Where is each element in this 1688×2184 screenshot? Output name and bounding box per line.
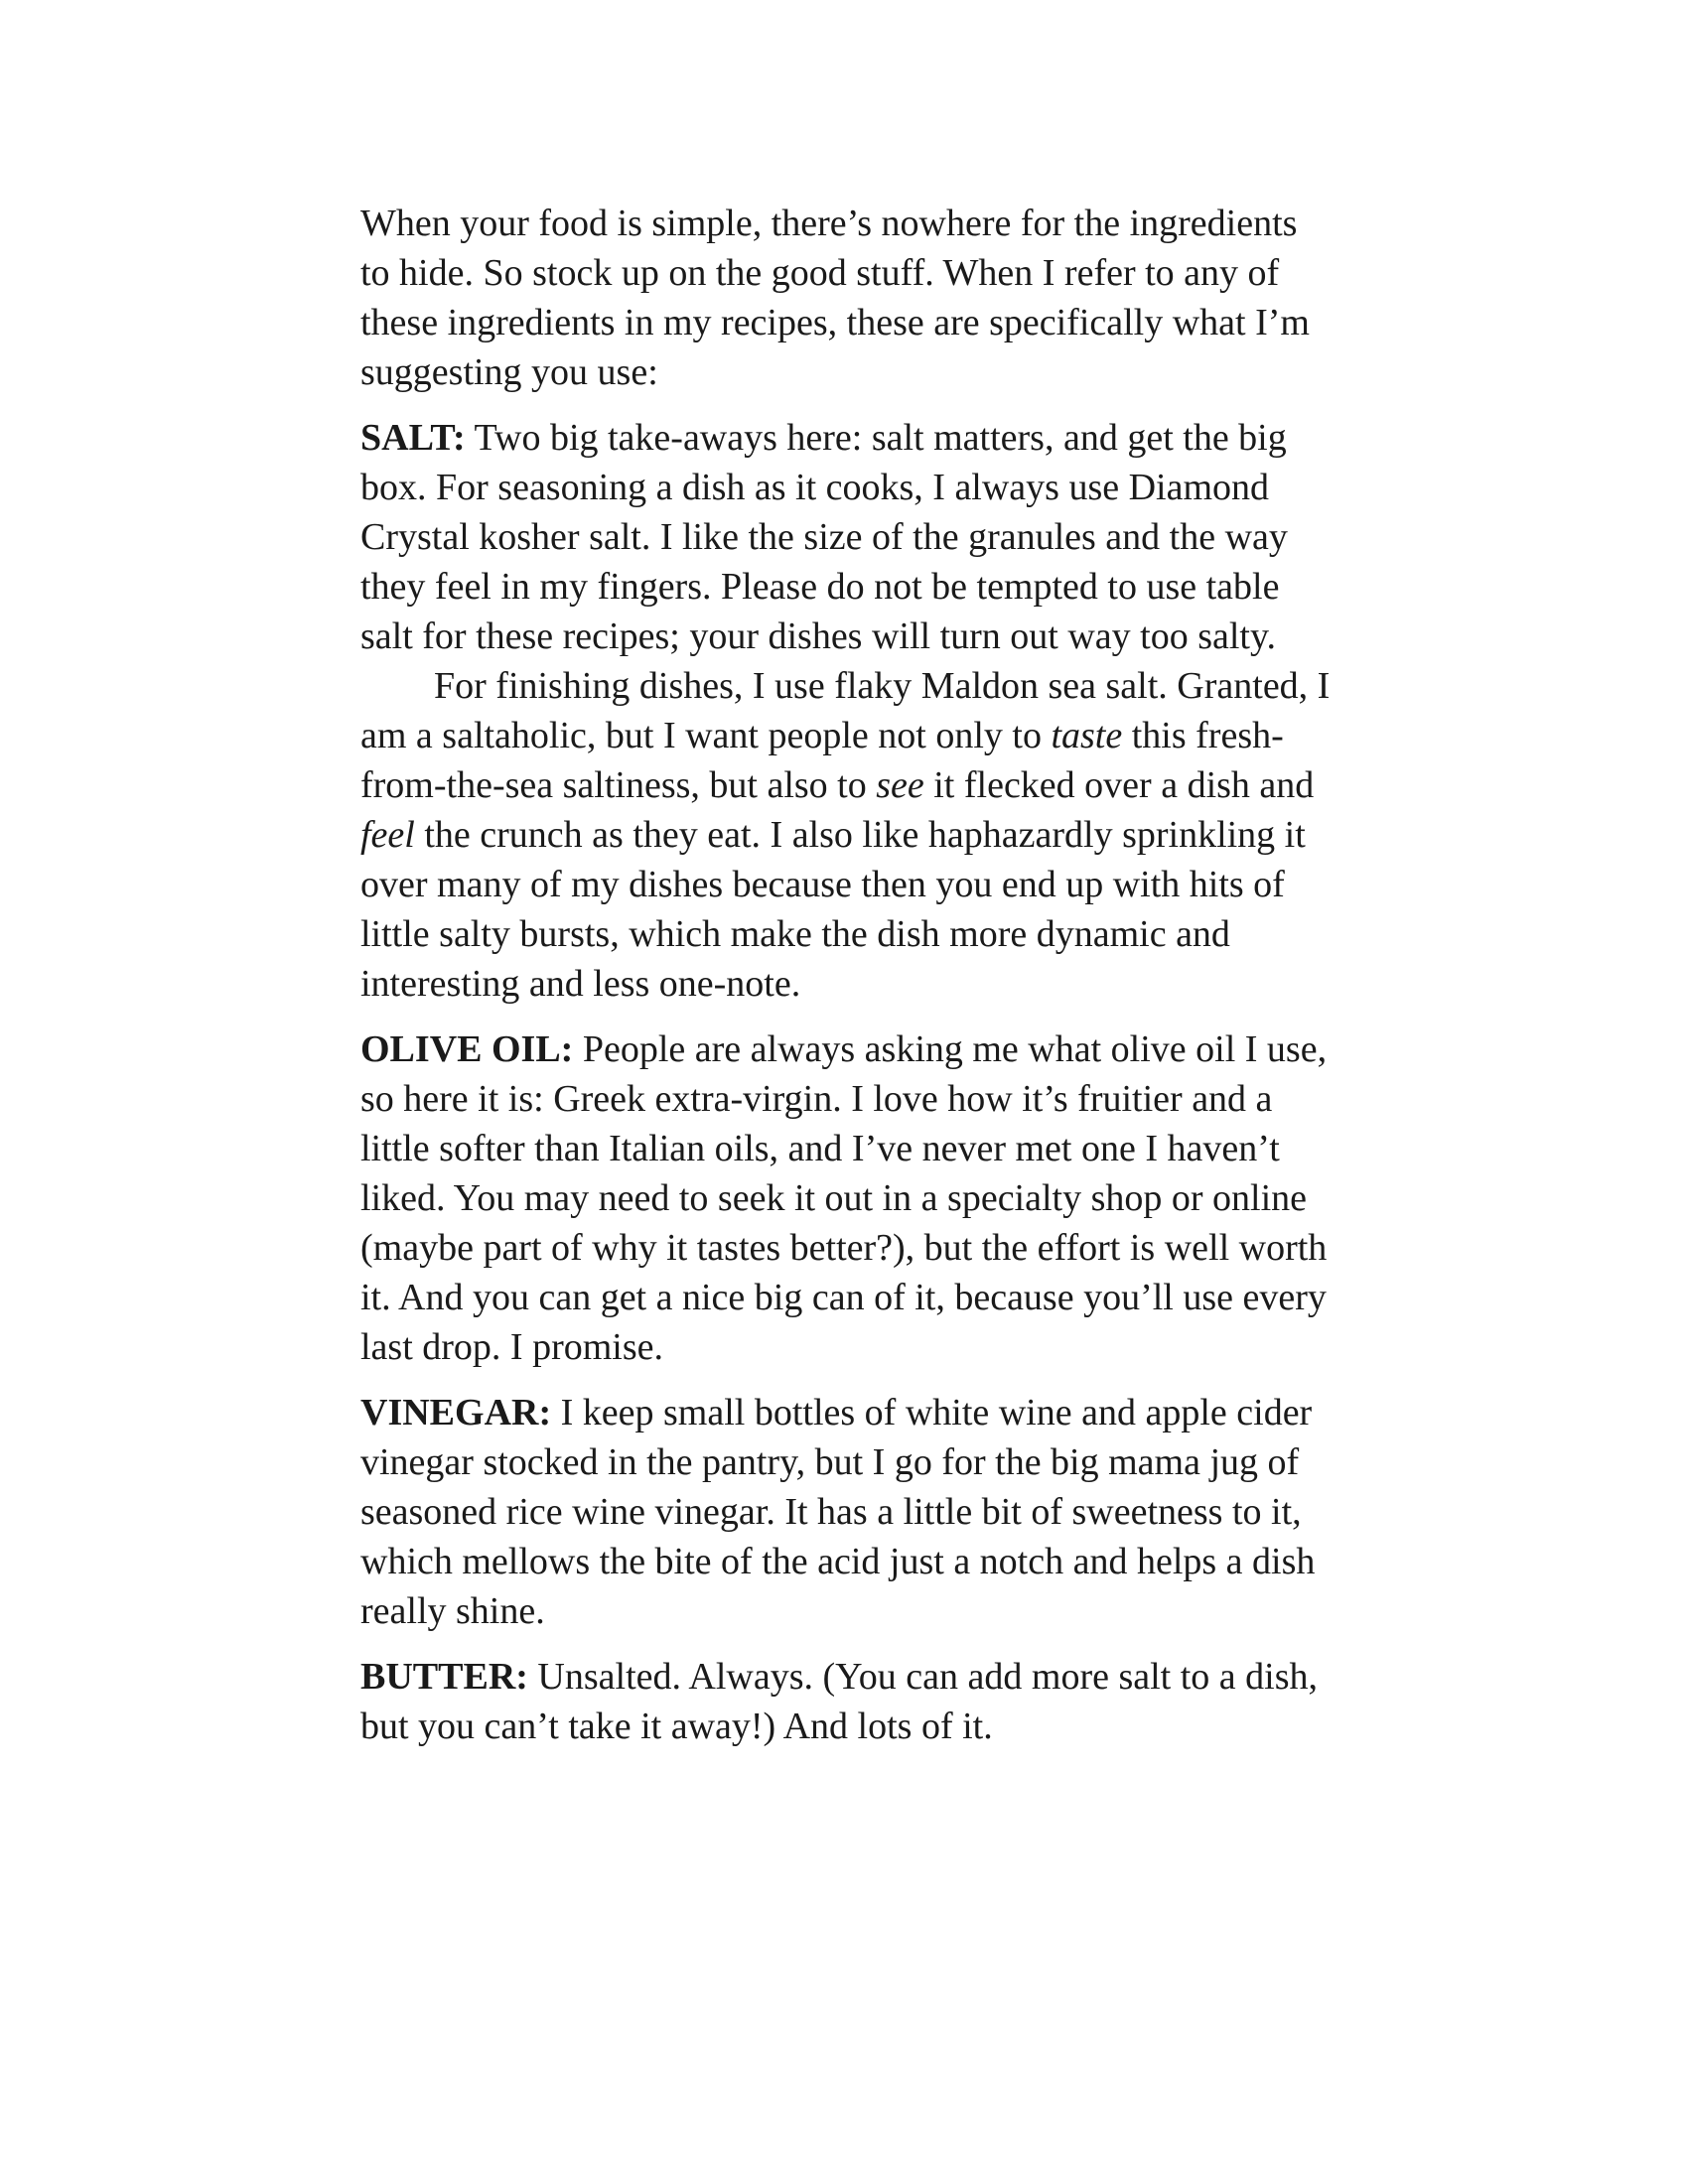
intro-text: When your food is simple, there’s nowhere for the ingredients to hide. So stock up on the good stuff. When I refer to any of these ingredients in my recipes, these are specifically what I’m suggesting you use: <box>360 203 1310 393</box>
salt-finishing-feel: feel <box>360 814 415 856</box>
salt-paragraph <box>360 413 1334 661</box>
salt-finishing-text-2: this fresh-from-the-sea saltiness, but also to <box>360 715 1284 806</box>
salt-label: SALT: <box>360 417 466 459</box>
vinegar-paragraph <box>360 1388 1334 1636</box>
olive-oil-text: People are always asking me what olive oil I use, so here it is: Greek extra-virgin. I love how it’s fruitier and a little softer than Italian oils, and I’ve never met one I haven’t liked. You may need to seek it out in a specialty shop or online (maybe part of why it tastes better?), but the effort is well worth it. And you can get a nice big can of it, because you’ll use every last drop. I promise. <box>360 1028 1328 1368</box>
salt-finishing-paragraph <box>360 661 1334 1009</box>
salt-finishing-see: see <box>876 764 924 806</box>
vinegar-text: I keep small bottles of white wine and apple cider vinegar stocked in the pantry, but I go for the big mama jug of seasoned rice wine vinegar. It has a little bit of sweetness to it, which mellows the bite of the acid just a notch and helps a dish really shine. <box>360 1392 1316 1632</box>
salt-finishing-text-1: For finishing dishes, I use flaky Maldon sea salt. Granted, I am a saltaholic, but I want people not only to <box>360 665 1331 756</box>
salt-finishing-text-4: the crunch as they eat. I also like haphazardly sprinkling it over many of my dishes because then you end up with hits of little salty bursts, which make the dish more dynamic and interesting and less one-note. <box>360 814 1306 1005</box>
butter-paragraph <box>360 1652 1334 1751</box>
intro-paragraph <box>360 199 1334 397</box>
olive-oil-label: OLIVE OIL: <box>360 1028 574 1070</box>
olive-oil-paragraph <box>360 1024 1334 1372</box>
salt-finishing-text-3: it flecked over a dish and <box>923 764 1315 806</box>
salt-text: Two big take-aways here: salt matters, and get the big box. For seasoning a dish as it cooks, I always use Diamond Crystal kosher salt. I like the size of the granules and the way they feel in my fingers. Please do not be tempted to use table salt for these recipes; your dishes will turn out way too salty. <box>360 417 1288 657</box>
salt-finishing-taste: taste <box>1051 715 1123 756</box>
butter-text: Unsalted. Always. (You can add more salt to a dish, but you can’t take it away!) And lots of it. <box>360 1656 1319 1747</box>
vinegar-label: VINEGAR: <box>360 1392 552 1433</box>
page-body <box>360 199 1334 1767</box>
butter-label: BUTTER: <box>360 1656 528 1698</box>
